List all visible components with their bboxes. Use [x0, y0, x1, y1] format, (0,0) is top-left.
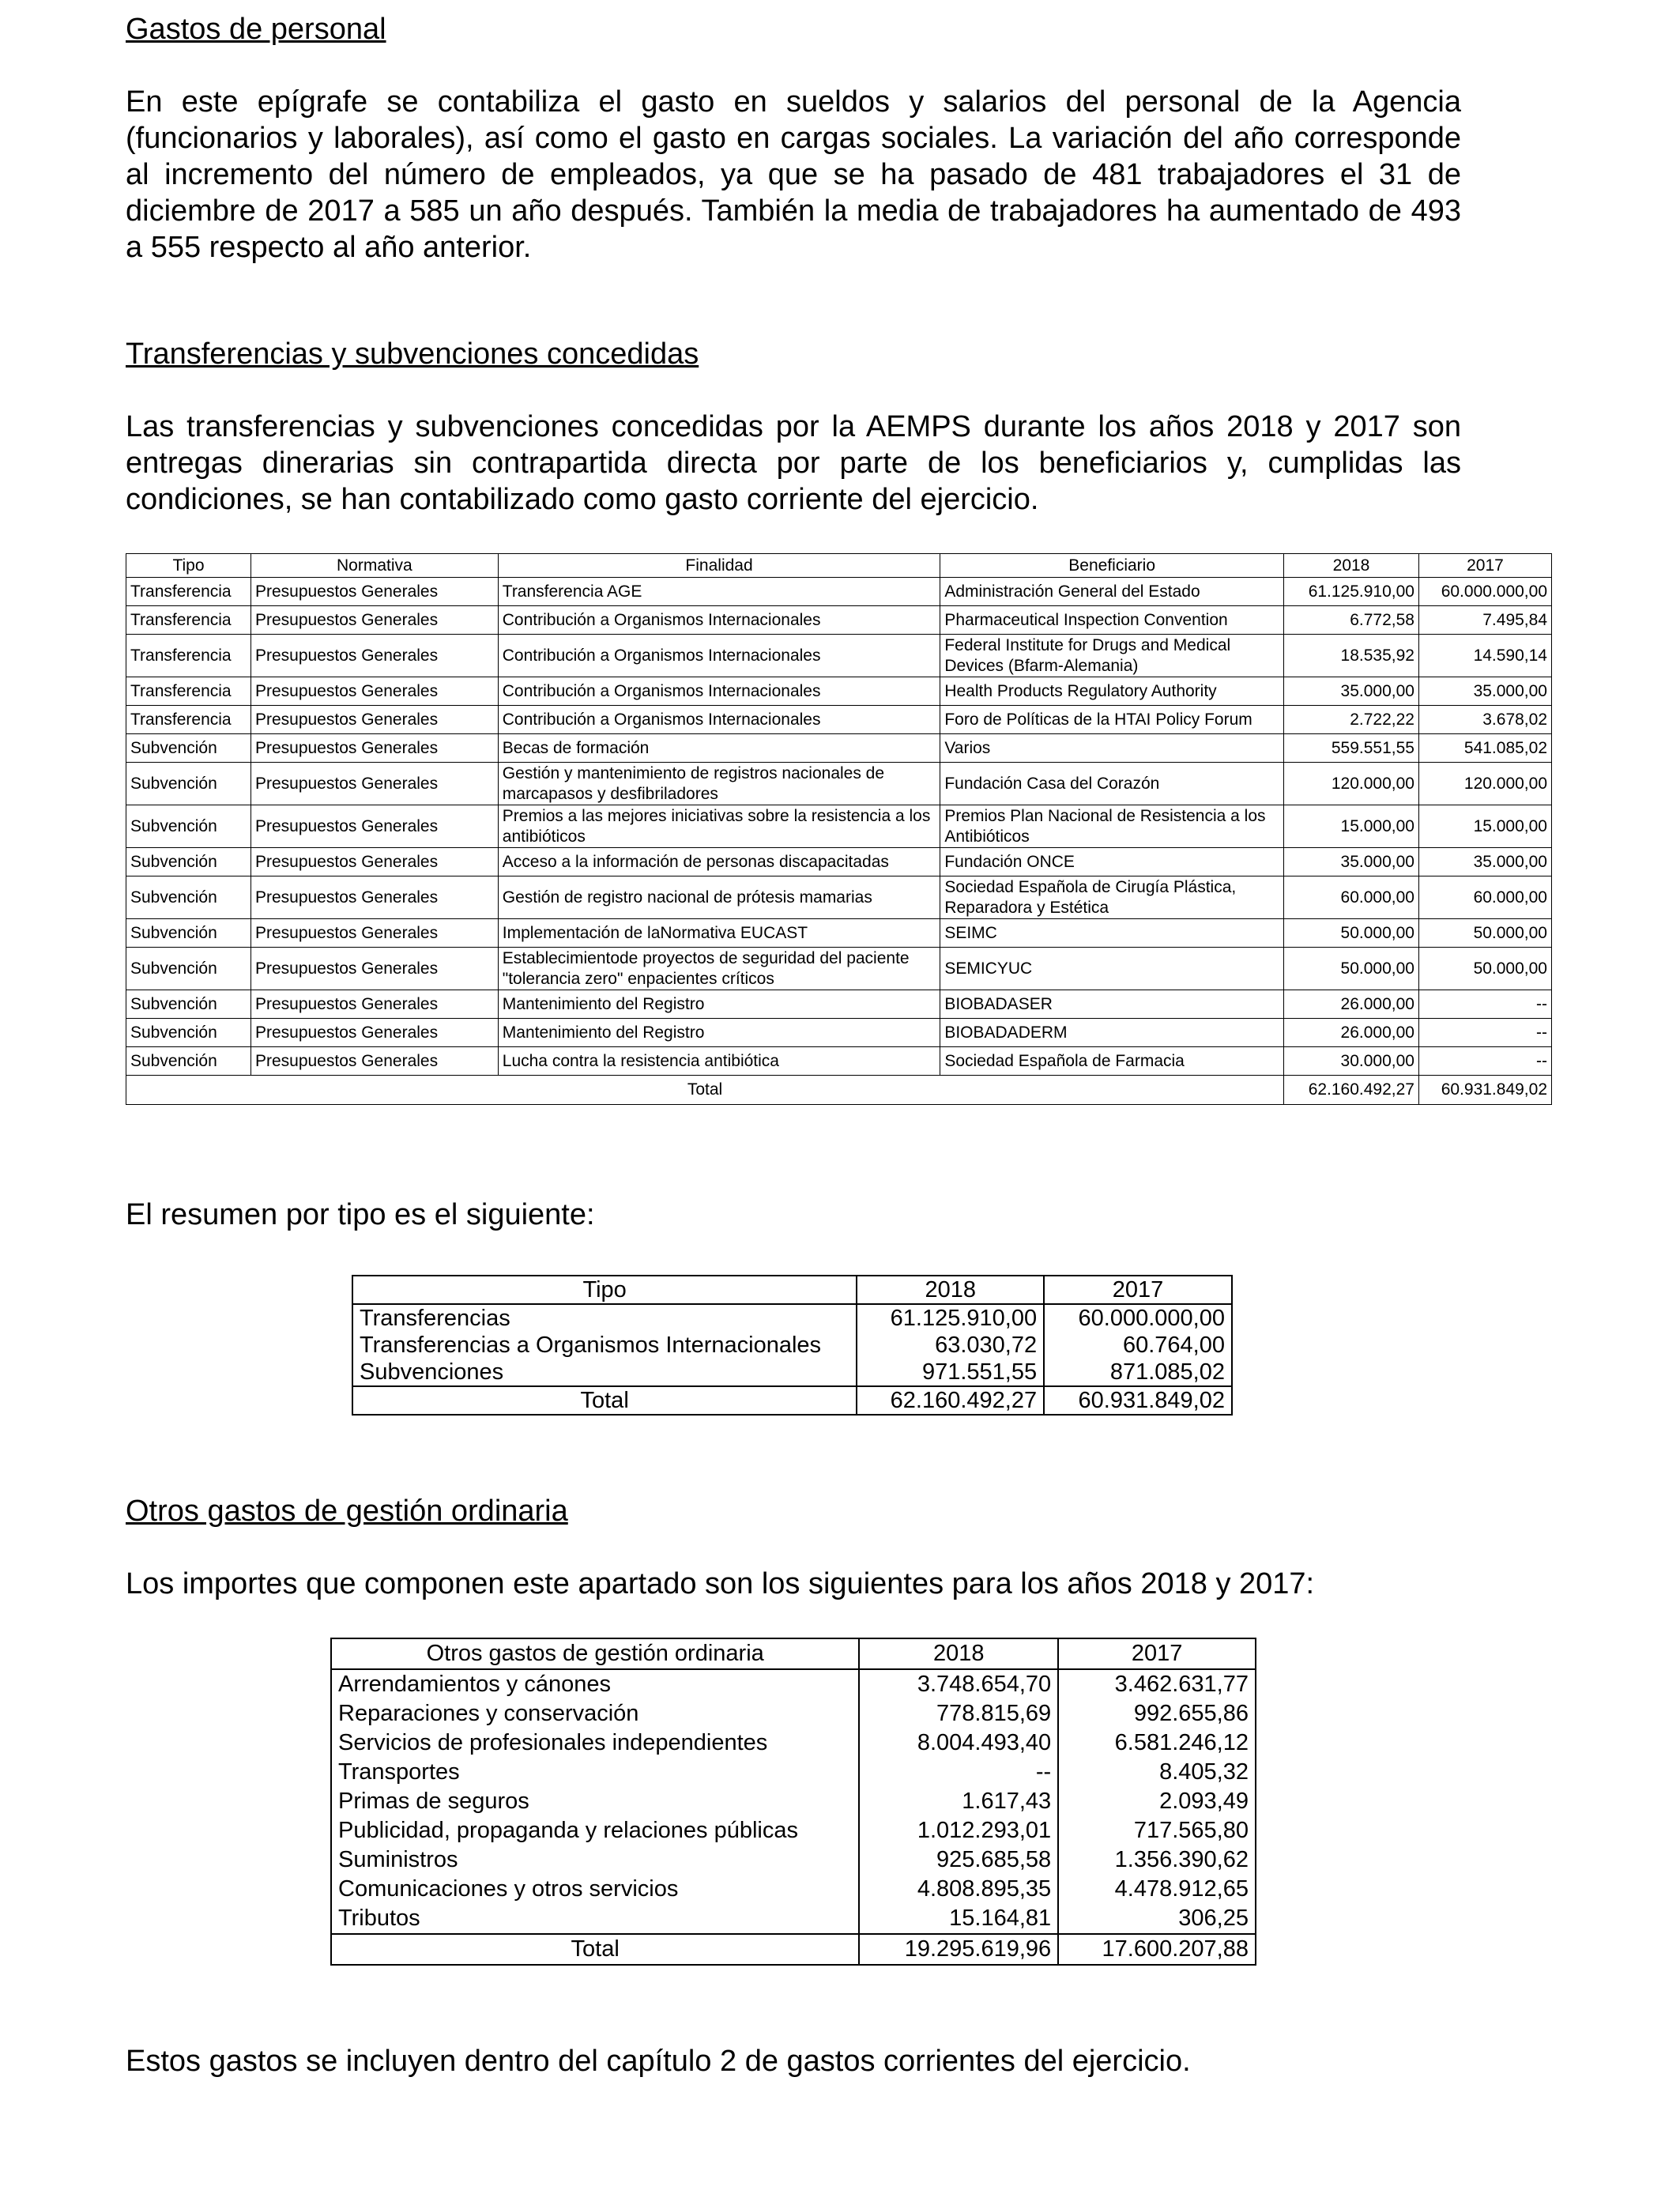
- cell-2017: 60.000,00: [1418, 876, 1551, 919]
- paragraph-transferencias: Las transferencias y subvenciones concedidas por la AEMPS durante los años 2018 y 2017 son entregas dinerarias sin contrapartida directa por parte de los beneficiarios y, cumplidas las condiciones, se han contabilizado como gasto corriente del ejercicio.: [126, 410, 1461, 516]
- cell-tipo: Transferencia: [126, 606, 251, 635]
- summary-header-row: [352, 1276, 1232, 1304]
- cell-beneficiario: Administración General del Estado: [940, 578, 1284, 606]
- cell-normativa: Presupuestos Generales: [250, 1019, 498, 1047]
- cell-normativa: Presupuestos Generales: [250, 606, 498, 635]
- cell-normativa: Presupuestos Generales: [250, 763, 498, 805]
- heading-transferencias: Transferencias y subvenciones concedidas: [126, 337, 699, 371]
- otros-cell-2018: 15.164,81: [859, 1904, 1058, 1934]
- total-label: Total: [126, 1076, 1284, 1105]
- otros-gastos-table: [330, 1638, 1256, 1966]
- table-row: [331, 1904, 1256, 1934]
- cell-2018: 2.722,22: [1284, 706, 1419, 734]
- cell-2018: 26.000,00: [1284, 990, 1419, 1019]
- heading-otros-gastos: Otros gastos de gestión ordinaria: [126, 1495, 568, 1528]
- cell-beneficiario: BIOBADADERM: [940, 1019, 1284, 1047]
- cell-2017: 3.678,02: [1418, 706, 1551, 734]
- otros-cell-2017: 4.478.912,65: [1058, 1875, 1256, 1904]
- total-2017: 60.931.849,02: [1418, 1076, 1551, 1105]
- table-row: [331, 1845, 1256, 1875]
- otros-cell-concepto: Arrendamientos y cánones: [331, 1669, 859, 1699]
- cell-beneficiario: BIOBADASER: [940, 990, 1284, 1019]
- otros-cell-concepto: Suministros: [331, 1845, 859, 1875]
- otros-cell-concepto: Publicidad, propaganda y relaciones públicas: [331, 1816, 859, 1845]
- cell-2017: 50.000,00: [1418, 948, 1551, 990]
- otros-cell-concepto: Transportes: [331, 1758, 859, 1787]
- otros-cell-2017: 717.565,80: [1058, 1816, 1256, 1845]
- closing-paragraph: Estos gastos se incluyen dentro del capítulo 2 de gastos corrientes del ejercicio.: [126, 2045, 1191, 2078]
- cell-normativa: Presupuestos Generales: [250, 848, 498, 876]
- cell-tipo: Subvención: [126, 848, 251, 876]
- cell-tipo: Subvención: [126, 763, 251, 805]
- otros-total-2018: 19.295.619,96: [859, 1934, 1058, 1965]
- cell-2017: --: [1418, 1047, 1551, 1076]
- cell-finalidad: Contribución a Organismos Internacionales: [498, 677, 940, 706]
- cell-finalidad: Contribución a Organismos Internacionales: [498, 635, 940, 677]
- transfers-table: [126, 553, 1552, 1105]
- cell-normativa: Presupuestos Generales: [250, 677, 498, 706]
- summary-total-label: Total: [352, 1386, 857, 1415]
- otros-cell-2018: 4.808.895,35: [859, 1875, 1058, 1904]
- otros-col-2017: 2017: [1058, 1638, 1256, 1669]
- cell-beneficiario: Health Products Regulatory Authority: [940, 677, 1284, 706]
- summary-cell-2018: 61.125.910,00: [857, 1304, 1044, 1332]
- otros-col-concepto: Otros gastos de gestión ordinaria: [331, 1638, 859, 1669]
- cell-finalidad: Gestión de registro nacional de prótesis mamarias: [498, 876, 940, 919]
- otros-header-row: [331, 1638, 1256, 1669]
- summary-col-2018: 2018: [857, 1276, 1044, 1304]
- cell-2018: 18.535,92: [1284, 635, 1419, 677]
- table-row: [126, 948, 1552, 990]
- summary-cell-2017: 60.764,00: [1044, 1332, 1232, 1359]
- cell-2017: 120.000,00: [1418, 763, 1551, 805]
- table-row: [126, 848, 1552, 876]
- otros-cell-concepto: Comunicaciones y otros servicios: [331, 1875, 859, 1904]
- cell-tipo: Subvención: [126, 1019, 251, 1047]
- cell-2017: --: [1418, 990, 1551, 1019]
- col-header-normativa: Normativa: [250, 554, 498, 578]
- resumen-intro: El resumen por tipo es el siguiente:: [126, 1198, 595, 1231]
- cell-tipo: Subvención: [126, 990, 251, 1019]
- table-row: [126, 805, 1552, 848]
- summary-cell-tipo: Transferencias: [352, 1304, 857, 1332]
- cell-finalidad: Premios a las mejores iniciativas sobre la resistencia a los antibióticos: [498, 805, 940, 848]
- cell-2018: 26.000,00: [1284, 1019, 1419, 1047]
- summary-cell-2017: 871.085,02: [1044, 1359, 1232, 1386]
- otros-cell-2017: 6.581.246,12: [1058, 1728, 1256, 1758]
- otros-cell-concepto: Servicios de profesionales independientes: [331, 1728, 859, 1758]
- otros-cell-2018: 925.685,58: [859, 1845, 1058, 1875]
- cell-beneficiario: Foro de Políticas de la HTAI Policy Forum: [940, 706, 1284, 734]
- cell-2018: 30.000,00: [1284, 1047, 1419, 1076]
- summary-cell-2018: 63.030,72: [857, 1332, 1044, 1359]
- cell-finalidad: Implementación de laNormativa EUCAST: [498, 919, 940, 948]
- cell-tipo: Subvención: [126, 948, 251, 990]
- cell-finalidad: Contribución a Organismos Internacionales: [498, 606, 940, 635]
- summary-col-2017: 2017: [1044, 1276, 1232, 1304]
- cell-beneficiario: Fundación Casa del Corazón: [940, 763, 1284, 805]
- table-row: [352, 1304, 1232, 1332]
- table-row: [126, 677, 1552, 706]
- cell-2018: 15.000,00: [1284, 805, 1419, 848]
- cell-2018: 60.000,00: [1284, 876, 1419, 919]
- cell-beneficiario: Sociedad Española de Cirugía Plástica, Reparadora y Estética: [940, 876, 1284, 919]
- table-row: [331, 1758, 1256, 1787]
- cell-beneficiario: Federal Institute for Drugs and Medical Devices (Bfarm-Alemania): [940, 635, 1284, 677]
- table-row: [126, 578, 1552, 606]
- cell-2017: 541.085,02: [1418, 734, 1551, 763]
- table-row: [331, 1816, 1256, 1845]
- cell-finalidad: Transferencia AGE: [498, 578, 940, 606]
- col-header-tipo: Tipo: [126, 554, 251, 578]
- table-row: [126, 1047, 1552, 1076]
- cell-beneficiario: Fundación ONCE: [940, 848, 1284, 876]
- otros-gastos-intro: Los importes que componen este apartado son los siguientes para los años 2018 y 2017:: [126, 1567, 1315, 1600]
- col-header-finalidad: Finalidad: [498, 554, 940, 578]
- cell-finalidad: Gestión y mantenimiento de registros nacionales de marcapasos y desfibriladores: [498, 763, 940, 805]
- cell-beneficiario: Varios: [940, 734, 1284, 763]
- cell-finalidad: Mantenimiento del Registro: [498, 1019, 940, 1047]
- cell-beneficiario: SEIMC: [940, 919, 1284, 948]
- col-header-2018: 2018: [1284, 554, 1419, 578]
- cell-beneficiario: SEMICYUC: [940, 948, 1284, 990]
- cell-2018: 559.551,55: [1284, 734, 1419, 763]
- table-row: [331, 1728, 1256, 1758]
- table-row: [126, 734, 1552, 763]
- cell-finalidad: Mantenimiento del Registro: [498, 990, 940, 1019]
- cell-2018: 35.000,00: [1284, 677, 1419, 706]
- summary-total-2018: 62.160.492,27: [857, 1386, 1044, 1415]
- cell-normativa: Presupuestos Generales: [250, 734, 498, 763]
- otros-cell-2018: --: [859, 1758, 1058, 1787]
- cell-2017: 7.495,84: [1418, 606, 1551, 635]
- otros-cell-2017: 8.405,32: [1058, 1758, 1256, 1787]
- otros-cell-2018: 1.617,43: [859, 1787, 1058, 1816]
- cell-2017: 14.590,14: [1418, 635, 1551, 677]
- otros-cell-concepto: Primas de seguros: [331, 1787, 859, 1816]
- cell-2018: 120.000,00: [1284, 763, 1419, 805]
- cell-finalidad: Becas de formación: [498, 734, 940, 763]
- table-row: [126, 706, 1552, 734]
- otros-cell-2017: 2.093,49: [1058, 1787, 1256, 1816]
- cell-finalidad: Establecimientode proyectos de seguridad del paciente "tolerancia zero" enpacientes críticos: [498, 948, 940, 990]
- cell-normativa: Presupuestos Generales: [250, 706, 498, 734]
- cell-tipo: Transferencia: [126, 635, 251, 677]
- total-2018: 62.160.492,27: [1284, 1076, 1419, 1105]
- cell-tipo: Transferencia: [126, 706, 251, 734]
- cell-beneficiario: Premios Plan Nacional de Resistencia a los Antibióticos: [940, 805, 1284, 848]
- otros-cell-concepto: Tributos: [331, 1904, 859, 1934]
- paragraph-gastos-personal: En este epígrafe se contabiliza el gasto en sueldos y salarios del personal de la Agencia (funcionarios y laborales), así como el gasto en cargas sociales. La variación del año corresponde al incremento del número de empleados, ya que se ha pasado de 481 trabajadores el 31 de diciembre de 2017 a 585 un año después. También la media de trabajadores ha aumentado de 493 a 555 respecto al año anterior.: [126, 85, 1461, 264]
- cell-tipo: Subvención: [126, 805, 251, 848]
- summary-cell-2018: 971.551,55: [857, 1359, 1044, 1386]
- heading-gastos-personal: Gastos de personal: [126, 13, 386, 46]
- table-row: [126, 1019, 1552, 1047]
- cell-normativa: Presupuestos Generales: [250, 990, 498, 1019]
- otros-col-2018: 2018: [859, 1638, 1058, 1669]
- otros-cell-2018: 1.012.293,01: [859, 1816, 1058, 1845]
- cell-tipo: Subvención: [126, 1047, 251, 1076]
- cell-beneficiario: Pharmaceutical Inspection Convention: [940, 606, 1284, 635]
- summary-cell-2017: 60.000.000,00: [1044, 1304, 1232, 1332]
- cell-2018: 50.000,00: [1284, 948, 1419, 990]
- cell-beneficiario: Sociedad Española de Farmacia: [940, 1047, 1284, 1076]
- table-row: [331, 1875, 1256, 1904]
- table-row: [126, 876, 1552, 919]
- otros-cell-concepto: Reparaciones y conservación: [331, 1699, 859, 1728]
- table-row: [331, 1787, 1256, 1816]
- cell-normativa: Presupuestos Generales: [250, 805, 498, 848]
- cell-tipo: Transferencia: [126, 578, 251, 606]
- cell-finalidad: Acceso a la información de personas discapacitadas: [498, 848, 940, 876]
- table-row: [331, 1669, 1256, 1699]
- otros-cell-2017: 306,25: [1058, 1904, 1256, 1934]
- cell-normativa: Presupuestos Generales: [250, 578, 498, 606]
- otros-total-2017: 17.600.207,88: [1058, 1934, 1256, 1965]
- table-row: [126, 990, 1552, 1019]
- cell-tipo: Transferencia: [126, 677, 251, 706]
- summary-total-2017: 60.931.849,02: [1044, 1386, 1232, 1415]
- summary-table: [352, 1275, 1233, 1416]
- cell-2018: 6.772,58: [1284, 606, 1419, 635]
- table-row: [126, 919, 1552, 948]
- summary-cell-tipo: Subvenciones: [352, 1359, 857, 1386]
- cell-2017: 15.000,00: [1418, 805, 1551, 848]
- transfers-header-row: [126, 554, 1552, 578]
- col-header-beneficiario: Beneficiario: [940, 554, 1284, 578]
- otros-cell-2018: 778.815,69: [859, 1699, 1058, 1728]
- cell-normativa: Presupuestos Generales: [250, 876, 498, 919]
- table-row: [352, 1359, 1232, 1386]
- summary-total-row: [352, 1386, 1232, 1415]
- cell-2017: 50.000,00: [1418, 919, 1551, 948]
- table-row: [126, 635, 1552, 677]
- cell-2017: 60.000.000,00: [1418, 578, 1551, 606]
- cell-tipo: Subvención: [126, 876, 251, 919]
- otros-total-row: [331, 1934, 1256, 1965]
- table-row: [331, 1699, 1256, 1728]
- cell-tipo: Subvención: [126, 734, 251, 763]
- cell-2018: 35.000,00: [1284, 848, 1419, 876]
- cell-2018: 61.125.910,00: [1284, 578, 1419, 606]
- otros-total-label: Total: [331, 1934, 859, 1965]
- cell-normativa: Presupuestos Generales: [250, 919, 498, 948]
- table-row: [352, 1332, 1232, 1359]
- summary-col-tipo: Tipo: [352, 1276, 857, 1304]
- cell-2018: 50.000,00: [1284, 919, 1419, 948]
- cell-2017: --: [1418, 1019, 1551, 1047]
- cell-normativa: Presupuestos Generales: [250, 1047, 498, 1076]
- col-header-2017: 2017: [1418, 554, 1551, 578]
- otros-cell-2017: 1.356.390,62: [1058, 1845, 1256, 1875]
- table-row: [126, 606, 1552, 635]
- otros-cell-2018: 3.748.654,70: [859, 1669, 1058, 1699]
- cell-normativa: Presupuestos Generales: [250, 635, 498, 677]
- table-total-row: [126, 1076, 1552, 1105]
- cell-tipo: Subvención: [126, 919, 251, 948]
- summary-cell-tipo: Transferencias a Organismos Internacionales: [352, 1332, 857, 1359]
- otros-cell-2017: 992.655,86: [1058, 1699, 1256, 1728]
- cell-2017: 35.000,00: [1418, 848, 1551, 876]
- table-row: [126, 763, 1552, 805]
- cell-2017: 35.000,00: [1418, 677, 1551, 706]
- cell-normativa: Presupuestos Generales: [250, 948, 498, 990]
- otros-cell-2018: 8.004.493,40: [859, 1728, 1058, 1758]
- otros-cell-2017: 3.462.631,77: [1058, 1669, 1256, 1699]
- cell-finalidad: Contribución a Organismos Internacionales: [498, 706, 940, 734]
- cell-finalidad: Lucha contra la resistencia antibiótica: [498, 1047, 940, 1076]
